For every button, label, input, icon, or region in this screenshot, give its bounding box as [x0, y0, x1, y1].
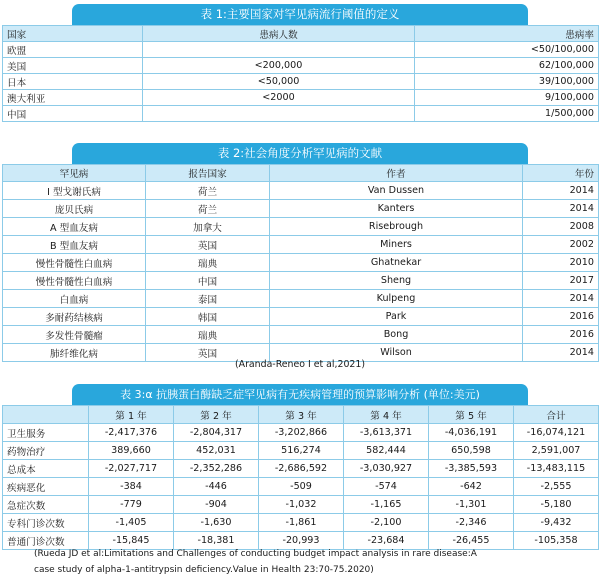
table-row	[3, 308, 599, 326]
table2-header-year: 年份	[523, 165, 599, 182]
cell: I 型戈谢氏病	[3, 182, 146, 200]
table3-title: 表 3:α 抗胰蛋白酶缺乏症罕见病有无疾病管理的预算影响分析 (单位:美元)	[72, 384, 528, 405]
cell	[143, 42, 415, 58]
cell: -2,686,592	[259, 460, 344, 478]
table-row	[3, 424, 599, 442]
cell: 2014	[523, 344, 599, 362]
table-row	[3, 496, 599, 514]
cell: 卫生服务	[3, 424, 89, 442]
cell: -2,100	[344, 514, 429, 532]
cell: 2,591,007	[514, 442, 599, 460]
cell: 急症次数	[3, 496, 89, 514]
table1-title: 表 1:主要国家对罕见病流行阈值的定义	[72, 4, 528, 25]
cell: 普通门诊次数	[3, 532, 89, 550]
table-row	[3, 272, 599, 290]
cell: 总成本	[3, 460, 89, 478]
cell: 庞贝氏病	[3, 200, 146, 218]
cell: Ghatnekar	[270, 254, 523, 272]
cell: 肺纤维化病	[3, 344, 146, 362]
cell: Wilson	[270, 344, 523, 362]
cell: -2,417,376	[89, 424, 174, 442]
cell: -18,381	[174, 532, 259, 550]
cell: -3,202,866	[259, 424, 344, 442]
cell: -509	[259, 478, 344, 496]
cell: <2000	[143, 90, 415, 106]
table3	[2, 405, 599, 550]
table1-header-patients: 患病人数	[143, 26, 415, 42]
table1-header-country: 国家	[3, 26, 143, 42]
cell: 2014	[523, 290, 599, 308]
cell: -1,032	[259, 496, 344, 514]
cell: -23,684	[344, 532, 429, 550]
table3-header-year5: 第 5 年	[429, 406, 514, 424]
cell: 疾病恶化	[3, 478, 89, 496]
cell: -13,483,115	[514, 460, 599, 478]
cell: 1/500,000	[415, 106, 599, 122]
table3-citation-line2: case study of alpha-1-antitrypsin deficiency.Value in Health 23:70-75.2020)	[34, 565, 374, 575]
table-row	[3, 290, 599, 308]
cell: 专科门诊次数	[3, 514, 89, 532]
table-row	[3, 106, 599, 122]
cell: -4,036,191	[429, 424, 514, 442]
cell: -2,027,717	[89, 460, 174, 478]
table-row	[3, 532, 599, 550]
cell: -574	[344, 478, 429, 496]
cell: 2016	[523, 326, 599, 344]
table-row	[3, 460, 599, 478]
cell: 2008	[523, 218, 599, 236]
cell: -9,432	[514, 514, 599, 532]
table2-citation: (Aranda-Reneo I et al,2021)	[235, 359, 365, 370]
cell: 多耐药结核病	[3, 308, 146, 326]
cell: 泰国	[146, 290, 270, 308]
cell: Kulpeng	[270, 290, 523, 308]
cell: 9/100,000	[415, 90, 599, 106]
table2-header-disease: 罕见病	[3, 165, 146, 182]
cell: -1,861	[259, 514, 344, 532]
table3-citation-line1: (Rueda JD et al:Limitations and Challenges of conducting budget impact analysis in rare disease:A	[34, 549, 477, 559]
cell: A 型血友病	[3, 218, 146, 236]
cell: 516,274	[259, 442, 344, 460]
cell: <50,000	[143, 74, 415, 90]
cell: 慢性骨髓性白血病	[3, 272, 146, 290]
cell: 中国	[3, 106, 143, 122]
cell: 瑞典	[146, 254, 270, 272]
cell: 2017	[523, 272, 599, 290]
cell: -3,030,927	[344, 460, 429, 478]
cell: 582,444	[344, 442, 429, 460]
cell: 白血病	[3, 290, 146, 308]
table1-header-row	[3, 26, 599, 42]
cell: -20,993	[259, 532, 344, 550]
cell: 2010	[523, 254, 599, 272]
cell: -642	[429, 478, 514, 496]
table2-title: 表 2:社会角度分析罕见病的文献	[72, 143, 528, 164]
cell: -3,613,371	[344, 424, 429, 442]
cell: Miners	[270, 236, 523, 254]
table2-header-country: 报告国家	[146, 165, 270, 182]
cell: B 型血友病	[3, 236, 146, 254]
cell: 澳大利亚	[3, 90, 143, 106]
cell: -384	[89, 478, 174, 496]
cell: -1,301	[429, 496, 514, 514]
cell: 2002	[523, 236, 599, 254]
table-row	[3, 478, 599, 496]
cell: 荷兰	[146, 200, 270, 218]
table3-header-year3: 第 3 年	[259, 406, 344, 424]
table-row	[3, 182, 599, 200]
cell: -1,165	[344, 496, 429, 514]
table2-header-author: 作者	[270, 165, 523, 182]
table-row	[3, 74, 599, 90]
cell: Bong	[270, 326, 523, 344]
table3-header-year1: 第 1 年	[89, 406, 174, 424]
cell: Risebrough	[270, 218, 523, 236]
table-row	[3, 218, 599, 236]
cell: 389,660	[89, 442, 174, 460]
cell: Kanters	[270, 200, 523, 218]
cell: -2,346	[429, 514, 514, 532]
cell: 650,598	[429, 442, 514, 460]
cell: Park	[270, 308, 523, 326]
cell: -2,804,317	[174, 424, 259, 442]
cell: 62/100,000	[415, 58, 599, 74]
cell: -105,358	[514, 532, 599, 550]
cell: -1,630	[174, 514, 259, 532]
cell: 2016	[523, 308, 599, 326]
cell: Van Dussen	[270, 182, 523, 200]
cell: 39/100,000	[415, 74, 599, 90]
table-row	[3, 58, 599, 74]
cell: -3,385,593	[429, 460, 514, 478]
cell: -26,455	[429, 532, 514, 550]
table-row	[3, 200, 599, 218]
table-row	[3, 514, 599, 532]
table2	[2, 164, 599, 362]
cell: -779	[89, 496, 174, 514]
cell: -446	[174, 478, 259, 496]
table1	[2, 25, 599, 122]
table-row	[3, 236, 599, 254]
cell: <50/100,000	[415, 42, 599, 58]
table2-header-row	[3, 165, 599, 182]
cell: 荷兰	[146, 182, 270, 200]
cell: -2,555	[514, 478, 599, 496]
table-row	[3, 442, 599, 460]
cell: -15,845	[89, 532, 174, 550]
cell: 药物治疗	[3, 442, 89, 460]
table3-header-row	[3, 406, 599, 424]
table-row	[3, 90, 599, 106]
table-row	[3, 254, 599, 272]
cell: 多发性骨髓瘤	[3, 326, 146, 344]
cell: 中国	[146, 272, 270, 290]
cell: 慢性骨髓性白血病	[3, 254, 146, 272]
cell: -904	[174, 496, 259, 514]
cell: 452,031	[174, 442, 259, 460]
cell: 欧盟	[3, 42, 143, 58]
table1-header-prevalence: 患病率	[415, 26, 599, 42]
table3-header-year2: 第 2 年	[174, 406, 259, 424]
table3-header-blank	[3, 406, 89, 424]
table-row	[3, 42, 599, 58]
cell: 日本	[3, 74, 143, 90]
cell: 瑞典	[146, 326, 270, 344]
cell: <200,000	[143, 58, 415, 74]
cell: 2014	[523, 182, 599, 200]
cell: 加拿大	[146, 218, 270, 236]
table3-header-year4: 第 4 年	[344, 406, 429, 424]
cell: -5,180	[514, 496, 599, 514]
table3-header-total: 合计	[514, 406, 599, 424]
cell: 韩国	[146, 308, 270, 326]
cell	[143, 106, 415, 122]
cell: -1,405	[89, 514, 174, 532]
cell: 英国	[146, 344, 270, 362]
cell: 2014	[523, 200, 599, 218]
cell: 美国	[3, 58, 143, 74]
cell: 英国	[146, 236, 270, 254]
table-row	[3, 326, 599, 344]
cell: -2,352,286	[174, 460, 259, 478]
cell: Sheng	[270, 272, 523, 290]
cell: -16,074,121	[514, 424, 599, 442]
